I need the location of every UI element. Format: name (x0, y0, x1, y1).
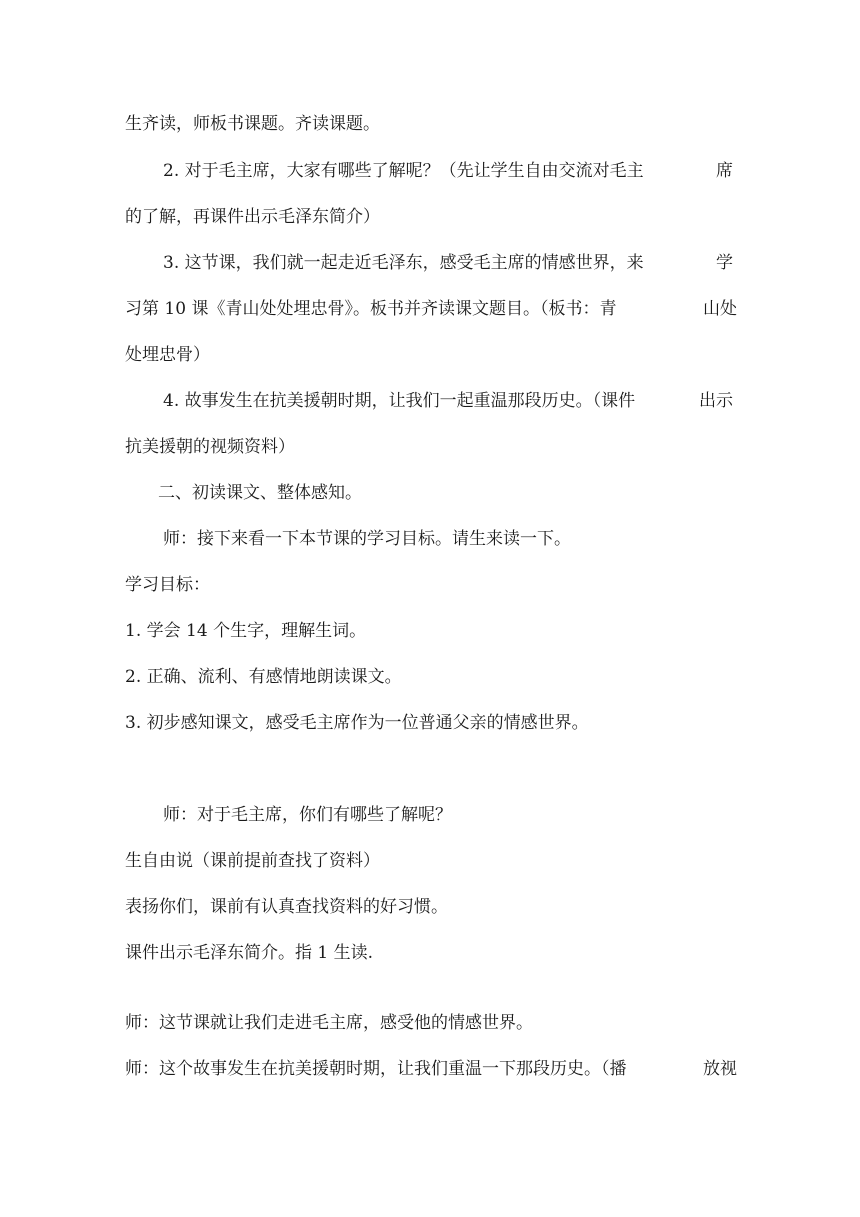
list-item: 2. 正确、流利、有感情地朗读课文。 (125, 667, 402, 687)
paragraph-line (125, 1057, 737, 1081)
list-item: 1. 学会 14 个生字，理解生词。 (125, 621, 367, 641)
paragraph-line (163, 389, 733, 413)
paragraph-line: 生自由说（课前提前查找了资料） (125, 851, 380, 871)
line-text-tail: 席 (716, 161, 733, 181)
paragraph-line: 生齐读，师板书课题。齐读课题。 (125, 114, 380, 134)
paragraph-line: 课件出示毛泽东简介。指 1 生读. (125, 943, 374, 963)
list-heading: 学习目标： (125, 575, 210, 595)
line-text: 师：这个故事发生在抗美援朝时期，让我们重温一下那段历史。（播 (125, 1059, 627, 1079)
paragraph-line (163, 159, 733, 183)
line-text-tail: 学 (716, 253, 733, 273)
line-text: 4. 故事发生在抗美援朝时期，让我们一起重温那段历史。（课件 (163, 391, 636, 411)
line-text-tail: 出示 (699, 391, 733, 411)
line-text: 习第 10 课《青山处处埋忠骨》。板书并齐读课文题目。（板书：青 (125, 299, 617, 319)
paragraph-line: 师：对于毛主席，你们有哪些了解呢？ (163, 805, 452, 825)
paragraph-line: 处埋忠骨） (125, 345, 210, 365)
section-heading: 二、初读课文、整体感知。 (158, 483, 362, 503)
paragraph-line: 的了解，再课件出示毛泽东简介） (125, 207, 380, 227)
line-text: 3. 这节课，我们就一起走近毛泽东，感受毛主席的情感世界，来 (163, 253, 644, 273)
line-text-tail: 山处 (703, 299, 737, 319)
paragraph-line: 抗美援朝的视频资料） (125, 437, 295, 457)
line-text-tail: 放视 (703, 1059, 737, 1079)
line-text: 2. 对于毛主席，大家有哪些了解呢？（先让学生自由交流对毛主 (163, 161, 644, 181)
paragraph-line: 师：这节课就让我们走进毛主席，感受他的情感世界。 (125, 1013, 533, 1033)
paragraph-line (125, 297, 737, 321)
paragraph-line (163, 251, 733, 275)
list-item: 3. 初步感知课文，感受毛主席作为一位普通父亲的情感世界。 (125, 713, 589, 733)
paragraph-line: 师：接下来看一下本节课的学习目标。请生来读一下。 (163, 529, 571, 549)
paragraph-line: 表扬你们，课前有认真查找资料的好习惯。 (125, 897, 448, 917)
